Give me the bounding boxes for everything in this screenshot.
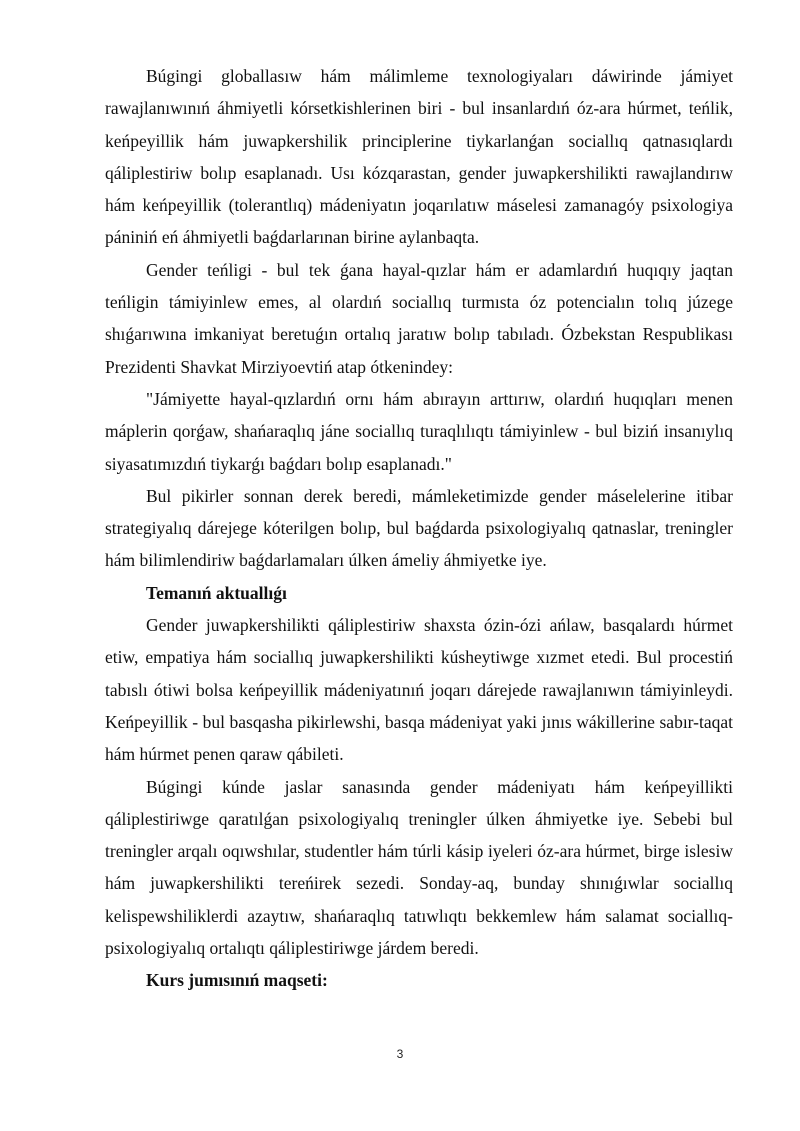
- page-number: 3: [396, 1047, 404, 1061]
- paragraph: Gender teńligi - bul tek ǵana hayal-qızlar hám er adamlardıń huqıqıy jaqtan teńligin támiyinlew emes, al olardıń sociallıq turmısta óz potencialın tolıq júzege shıǵarıwına imkaniyat beretuǵın ortalıq jaratıw bolıp tabıladı. Ózbekstan Respublikası Prezidenti Shavkat Mirziyoevtiń atap ótkenindey:: [105, 259, 733, 377]
- section-heading-goal: Kurs jumısınıń maqseti:: [146, 970, 328, 991]
- quote-paragraph: "Jámiyette hayal-qızlardıń ornı hám abırayın arttırıw, olardıń huqıqları menen máplerin qorǵaw, shańaraqlıq jáne sociallıq turaqlılıqtı támiyinlew - bul biziń insanıylıq siyasatımızdıń tiykarǵı baǵdarı bolıp esaplanadı.": [105, 388, 733, 474]
- section-heading-relevance: Temanıń aktuallıǵı: [146, 582, 287, 603]
- paragraph: Búgingi globallasıw hám málimleme texnologiyaları dáwirinde jámiyet rawajlanıwınıń áhmiyetli kórsetkishlerinen biri - bul insanlardıń óz-ara húrmet, teńlik, keńpeyillik hám juwapkershilik principlerine tiykarlanǵan sociallıq qatnasıqlardı qáliplestiriw bolıp esaplanadı. Usı kózqarastan, gender juwapkershilikti rawajlandırıw hám keńpeyillik (tolerantlıq) mádeniyatın joqarılatıw máselesi zamanagóy psixologiya pániniń eń áhmiyetli baǵdarlarınan birine aylanbaqta.: [105, 66, 733, 248]
- paragraph: Bul pikirler sonnan derek beredi, mámleketimizde gender máselelerine itibar strategiyalıq dárejege kóterilgen bolıp, bul baǵdarda psixologiyalıq qatnaslar, treningler hám bilimlendiriw baǵdarlamaları úlken ámeliy áhmiyetke iye.: [105, 485, 733, 571]
- paragraph: Gender juwapkershilikti qáliplestiriw shaxsta ózin-ózi ańlaw, basqalardı húrmet etiw, empatiya hám sociallıq juwapkershilikti kúsheytiwge xızmet etedi. Bul procestiń tabıslı ótiwi bolsa keńpeyillik mádeniyatınıń joqarı dárejede rawajlanıwın támiyinleydi. Keńpeyillik - bul basqasha pikirlewshi, basqa mádeniyat yaki jınıs wákillerine sabır-taqat hám húrmet penen qaraw qábileti.: [105, 615, 733, 765]
- paragraph: Búgingi kúnde jaslar sanasında gender mádeniyatı hám keńpeyillikti qáliplestiriwge qaratılǵan psixologiyalıq treningler úlken áhmiyetke iye. Sebebi bul treningler arqalı oqıwshılar, studentler hám túrli kásip iyeleri óz-ara húrmet, birge islesiw hám juwapkershilikti tereńirek sezedi. Sonday-aq, bunday shınıǵıwlar sociallıq kelispewshiliklerdi azaytıw, shańaraqlıq tatıwlıqtı bekkemlew hám salamat sociallıq-psixologiyalıq ortalıqtı qáliplestiriwge járdem beredi.: [105, 776, 733, 959]
- document-body: [105, 60, 733, 997]
